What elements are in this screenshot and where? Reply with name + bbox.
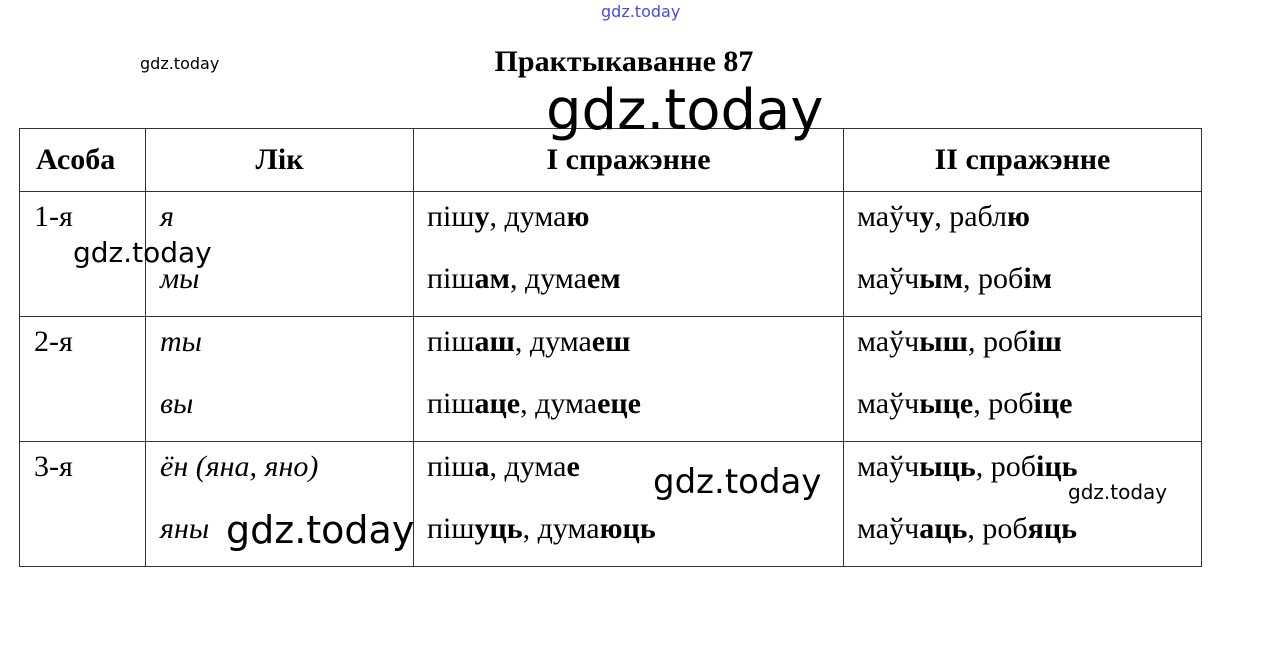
verb-form-line: [427, 192, 843, 254]
verb-ending: аш: [474, 325, 515, 358]
watermark-top: gdz.today: [601, 2, 681, 21]
person-cell: [20, 442, 146, 567]
table-row: [20, 442, 1202, 567]
conjugation-1-cell: [414, 192, 844, 317]
verb-stem: піш: [427, 387, 475, 420]
verb-stem: маўч: [857, 262, 920, 295]
verb-form-line: [857, 442, 1201, 504]
verb-stem: маўч: [857, 387, 920, 420]
verb-form-line: [427, 442, 843, 504]
verb-ending: яць: [1027, 512, 1077, 545]
verb-stem: маўч: [857, 450, 920, 483]
verb-stem: піш: [427, 325, 475, 358]
conjugation-1-cell: [414, 442, 844, 567]
verb-ending: ім: [1023, 262, 1053, 295]
person-cell: [20, 317, 146, 442]
verb-ending: у: [919, 200, 935, 233]
header-number: Лік: [146, 129, 414, 192]
watermark-bottom: gdz.today: [226, 508, 415, 552]
verb-stem: , роб: [975, 450, 1037, 483]
verb-ending: уць: [474, 512, 523, 545]
watermark-mid-left: gdz.today: [73, 236, 212, 269]
verb-stem: , роб: [967, 512, 1028, 545]
pronoun: мы: [160, 262, 200, 295]
person-label: 3-я: [34, 450, 73, 483]
watermark-large: gdz.today: [546, 78, 824, 143]
conjugation-2-cell: [844, 192, 1202, 317]
verb-stem: , дума: [522, 512, 600, 545]
verb-ending: іце: [1033, 387, 1073, 420]
verb-ending: еце: [597, 387, 641, 420]
pronoun: я: [160, 200, 174, 233]
verb-ending: ыш: [919, 325, 968, 358]
verb-ending: ю: [566, 200, 590, 233]
verb-stem: , дума: [514, 325, 592, 358]
verb-form-line: [427, 317, 843, 379]
pronoun: яны: [160, 512, 210, 545]
page-title: Практыкаванне 87: [494, 45, 754, 78]
verb-stem: піш: [427, 450, 475, 483]
person-label: 2-я: [34, 325, 73, 358]
verb-ending: іць: [1036, 450, 1078, 483]
verb-ending: ем: [586, 262, 621, 295]
verb-ending: е: [566, 450, 580, 483]
verb-ending: ым: [919, 262, 964, 295]
verb-stem: маўч: [857, 200, 920, 233]
number-cell: [146, 442, 414, 567]
verb-ending: ыце: [919, 387, 974, 420]
conjugation-2-cell: [844, 442, 1202, 567]
conjugation-table: [19, 128, 1202, 567]
person-cell: [20, 192, 146, 317]
verb-form-line: [857, 254, 1201, 316]
watermark-small-left: gdz.today: [140, 54, 220, 73]
verb-ending: аце: [474, 387, 521, 420]
verb-ending: ыць: [919, 450, 976, 483]
verb-form-line: [857, 317, 1201, 379]
verb-form-line: [427, 254, 843, 316]
conjugation-2-cell: [844, 317, 1202, 442]
verb-ending: у: [474, 200, 490, 233]
person-label: 1-я: [34, 200, 73, 233]
header-conjugation-1: І спражэнне: [414, 129, 844, 192]
verb-stem: піш: [427, 200, 475, 233]
pronoun: ты: [160, 325, 202, 358]
verb-form-line: [427, 504, 843, 566]
verb-ending: еш: [591, 325, 631, 358]
verb-stem: , рабл: [934, 200, 1007, 233]
table-row: [20, 192, 1202, 317]
verb-stem: , роб: [963, 262, 1024, 295]
verb-ending: іш: [1028, 325, 1062, 358]
header-person: Асоба: [20, 129, 146, 192]
verb-form-line: [427, 379, 843, 441]
verb-stem: , дума: [489, 450, 567, 483]
verb-ending: ам: [474, 262, 510, 295]
verb-stem: , роб: [973, 387, 1034, 420]
verb-form-line: [857, 192, 1201, 254]
verb-form-line: [857, 379, 1201, 441]
verb-ending: аць: [919, 512, 968, 545]
table-body: [20, 192, 1202, 567]
number-cell: [146, 317, 414, 442]
verb-ending: ю: [1007, 200, 1030, 233]
watermark-small-right: gdz.today: [1068, 480, 1168, 504]
verb-stem: маўч: [857, 512, 920, 545]
pronoun: ён (яна, яно): [160, 450, 319, 483]
verb-stem: , дума: [489, 200, 567, 233]
header-conjugation-2: ІІ спражэнне: [844, 129, 1202, 192]
header-row: [20, 129, 1202, 192]
verb-ending: а: [474, 450, 490, 483]
pronoun: вы: [160, 387, 194, 420]
verb-stem: піш: [427, 262, 475, 295]
verb-form-line: [857, 504, 1201, 566]
table-row: [20, 317, 1202, 442]
verb-stem: маўч: [857, 325, 920, 358]
watermark-mid-center: gdz.today: [653, 462, 822, 502]
verb-stem: піш: [427, 512, 475, 545]
verb-stem: , дума: [520, 387, 598, 420]
verb-stem: , роб: [967, 325, 1029, 358]
conjugation-1-cell: [414, 317, 844, 442]
number-cell: [146, 192, 414, 317]
verb-stem: , дума: [509, 262, 587, 295]
verb-ending: юць: [599, 512, 656, 545]
